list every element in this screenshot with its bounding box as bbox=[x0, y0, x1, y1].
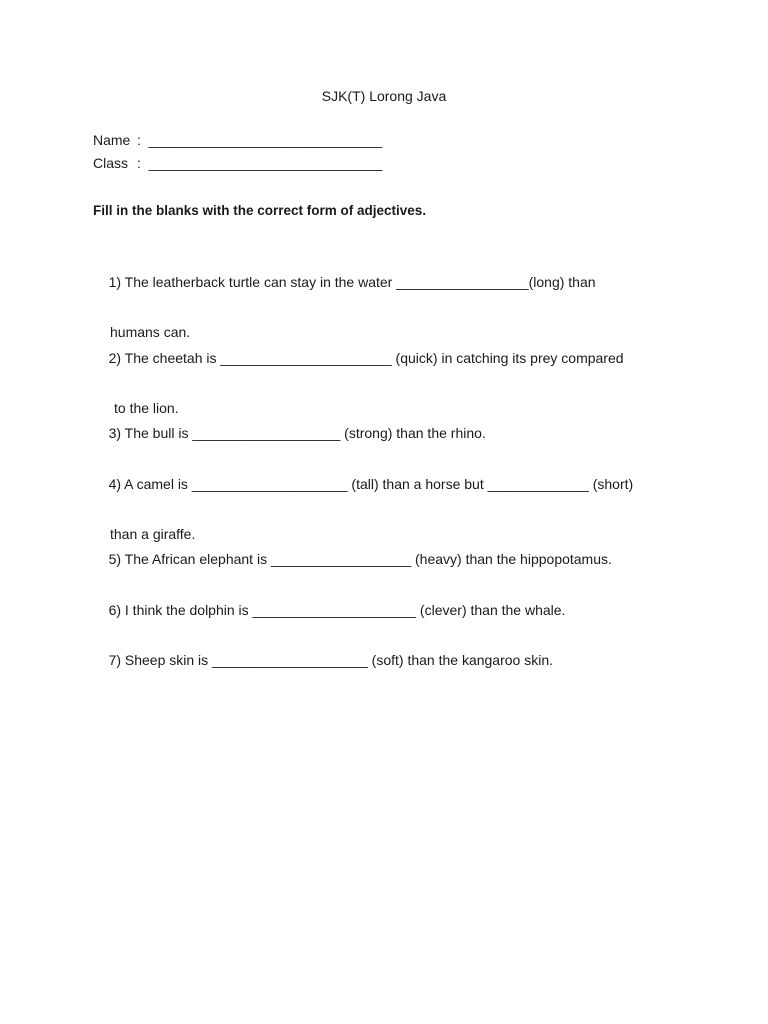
name-field-row bbox=[93, 132, 382, 148]
class-label: Class bbox=[93, 155, 129, 171]
question-4-line-1: 4) A camel is ____________________ (tall) than a horse but _____________ (short) bbox=[108, 476, 634, 492]
question-4-line-2: than a giraffe. bbox=[110, 526, 196, 542]
question-2-line-2: to the lion. bbox=[114, 400, 179, 416]
question-2-line-1: 2) The cheetah is ______________________ (quick) in catching its prey compared bbox=[108, 350, 624, 366]
class-field-row bbox=[93, 155, 382, 171]
question-7 bbox=[93, 623, 693, 698]
question-3-line-1: 3) The bull is ___________________ (strong) than the rhino. bbox=[108, 425, 486, 441]
question-5-line-1: 5) The African elephant is __________________ (heavy) than the hippopotamus. bbox=[108, 551, 612, 567]
question-1-line-1: 1) The leatherback turtle can stay in the water _________________(long) than bbox=[108, 274, 596, 290]
question-6-line-1: 6) I think the dolphin is _____________________ (clever) than the whale. bbox=[108, 602, 566, 618]
class-blank-line: : ______________________________ bbox=[137, 155, 383, 171]
name-blank-line: : ______________________________ bbox=[137, 132, 383, 148]
instruction-text: Fill in the blanks with the correct form of adjectives. bbox=[93, 203, 427, 218]
question-1-line-2: humans can. bbox=[110, 324, 191, 340]
school-title: SJK(T) Lorong Java bbox=[321, 88, 447, 104]
name-label: Name bbox=[93, 132, 131, 148]
question-7-line-1: 7) Sheep skin is ____________________ (soft) than the kangaroo skin. bbox=[108, 652, 553, 668]
